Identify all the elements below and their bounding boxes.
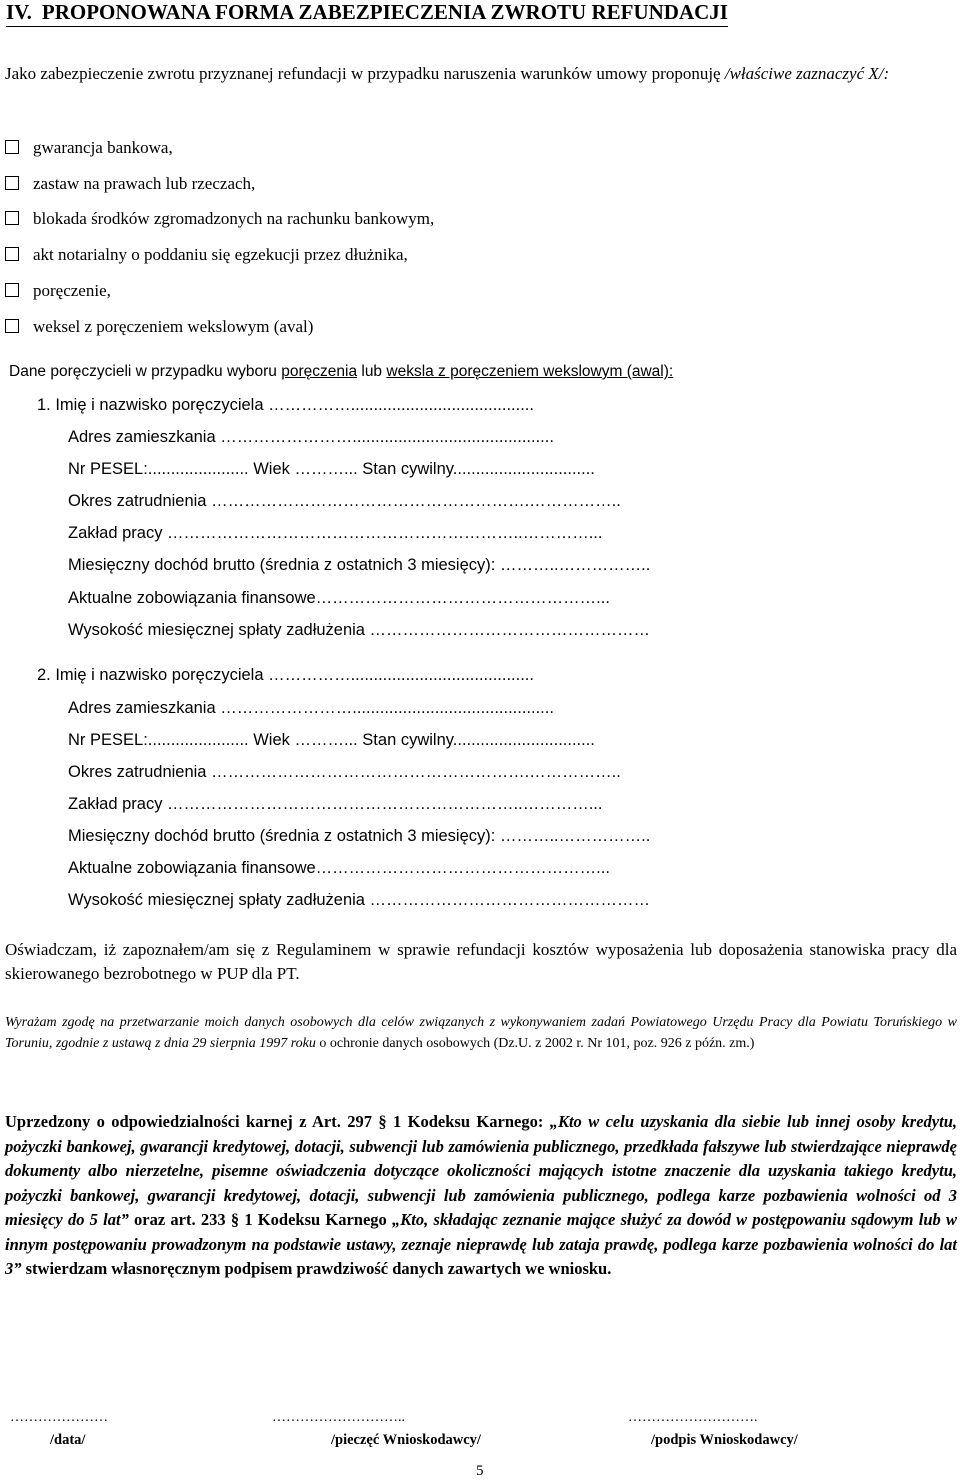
guarantor-2-pesel-age-status[interactable]: Nr PESEL:...................... Wiek ………... Stan cywilny............................... — [68, 731, 595, 749]
consent-part-1: Wyrażam zgodę na przetwarzanie moich danych osobowych dla celów związanych z wykonywaniem zadań Powiatowego Urzędu — [5, 1015, 759, 1030]
warning-quote-297: „Kto w celu uzyskania dla siebie lub innej osoby kredytu, pożyczki bankowej, gwarancji kredytowej, dotacji, subwencji lub zamówienia publicznego, przedkłada fałszywe lub stwierdzające nieprawdę dokumenty albo nierzetelne, pisemne oświadczenia dotyczące okoliczności mających istotne znaczenie dla uzyskania takiego kredytu, pożyczki bankowej, gwarancji kredytowej, dotacji, subwencji lub zamówienia publicznego, podlega karze pozbawienia wolności od 3 miesięcy do 5 lat” — [5, 1112, 958, 1229]
guarantor-1-pesel-age-status[interactable]: Nr PESEL:...................... Wiek ………... Stan cywilny............................... — [68, 460, 595, 478]
guarantor-2-employment[interactable]: Okres zatrudnienia ………………………………………………….…………….. — [68, 763, 621, 781]
guarantor-2-income[interactable]: Miesięczny dochód brutto (średnia z ostatnich 3 miesięcy): ………..…………….. — [68, 827, 651, 845]
page-number: 5 — [476, 1463, 484, 1479]
stamp-label: /pieczęć Wnioskodawcy/ — [331, 1432, 481, 1448]
option-label: blokada środków zgromadzonych na rachunku bankowym, — [33, 209, 435, 228]
guarantor-1-employment[interactable]: Okres zatrudnienia ………………………………………………….…………….. — [68, 492, 621, 510]
declaration-paragraph: Oświadczam, iż zapoznałem/am się z Regulaminem w sprawie refundacji kosztów wyposażenia lub doposażenia stanowiska pracy dla skierowanego bezrobotnego w PUP dla PT. — [5, 940, 957, 983]
guarantor-2-name[interactable]: 2. Imię i nazwisko poręczyciela ……………........................................ — [37, 666, 534, 684]
option-label: gwarancja bankowa, — [33, 138, 173, 157]
guarantor-2-address[interactable]: Adres zamieszkania ……………………............................................ — [68, 699, 554, 717]
option-notarial-deed[interactable] — [5, 244, 408, 266]
consent-part-3: o ochronie danych osobowych (Dz.U. z 2002 r. Nr 101, poz. 926 z późn. zm.) — [315, 1036, 755, 1051]
checkbox[interactable] — [5, 283, 19, 297]
guarantor-1-workplace[interactable]: Zakład pracy ………………………………………………………..…………... — [68, 524, 603, 542]
option-surety[interactable] — [5, 280, 111, 302]
guarantors-intro — [9, 363, 673, 381]
guarantor-1-name[interactable]: 1. Imię i nazwisko poręczyciela ……………........................................ — [37, 396, 534, 414]
guarantor-1-repayment[interactable]: Wysokość miesięcznej spłaty zadłużenia …………………………………………… — [68, 621, 651, 639]
guarantors-intro-mid: lub — [357, 363, 387, 380]
intro-hint: /właściwe zaznaczyć X/: — [724, 64, 890, 83]
warning-g: stwierdzam własnoręcznym podpisem prawdziwość danych zawartych we wniosku. — [21, 1259, 612, 1278]
checkbox[interactable] — [5, 211, 19, 225]
checkbox[interactable] — [5, 176, 19, 190]
section-title: PROPONOWANA FORMA ZABEZPIECZENIA ZWROTU REFUNDACJI — [41, 0, 728, 24]
warning-e: 1 Kodeksu Karnego — [239, 1210, 393, 1229]
intro-paragraph — [5, 58, 955, 90]
section-sign-icon: § — [378, 1112, 387, 1131]
heading-underline — [6, 26, 728, 27]
warning-quote-233: „Kto, składając zeznanie mające służyć za dowód w postępowaniu sądowym lub w innym postępowaniu prowadzonym na podstawie ustawy, zeznaje nieprawdę lub zataja prawdę, podlega karze pozbawienia wolności do lat 3” — [5, 1210, 957, 1278]
warning-d: oraz art. 233 — [128, 1210, 231, 1229]
warning-a: Uprzedzony o odpowiedzialności karnej z Art. 297 — [5, 1112, 379, 1131]
warning-b: 1 Kodeksu Karnego: — [386, 1112, 550, 1131]
guarantor-2-repayment[interactable]: Wysokość miesięcznej spłaty zadłużenia …………………………………………… — [68, 891, 651, 909]
guarantor-2-obligations[interactable]: Aktualne zobowiązania finansowe……………………………………………... — [68, 859, 610, 877]
guarantors-intro-prefix: Dane poręczycieli w przypadku wyboru — [9, 363, 282, 380]
option-label: akt notarialny o poddaniu się egzekucji przez dłużnika, — [33, 245, 408, 264]
guarantors-intro-underline-2: weksla z poręczeniem wekslowym (awal): — [386, 363, 674, 380]
consent-part-2: Pracy dla Powiatu Toruńskiego w Toruniu, zgodnie z ustawą z dnia 29 sierpnia 1997 roku — [5, 1015, 957, 1051]
option-label: zastaw na prawach lub rzeczach, — [33, 174, 256, 193]
section-heading — [6, 0, 728, 25]
guarantor-1-income[interactable]: Miesięczny dochód brutto (średnia z ostatnich 3 miesięcy): ………..…………….. — [68, 556, 651, 574]
section-sign-icon: § — [230, 1210, 240, 1229]
signature-label: /podpis Wnioskodawcy/ — [651, 1432, 798, 1448]
option-label: weksel z poręczeniem wekslowym (aval) — [33, 317, 314, 336]
checkbox[interactable] — [5, 319, 19, 333]
option-bank-guarantee[interactable] — [5, 137, 173, 159]
date-line[interactable]: ………………… — [10, 1410, 108, 1425]
guarantor-2-workplace[interactable]: Zakład pracy ………………………………………………………..…………... — [68, 795, 603, 813]
checkbox[interactable] — [5, 140, 19, 154]
checkbox[interactable] — [5, 247, 19, 261]
guarantor-1-address[interactable]: Adres zamieszkania ……………………............................................ — [68, 428, 554, 446]
guarantors-intro-underline-1: poręczenia — [281, 363, 358, 380]
option-pledge[interactable] — [5, 173, 255, 195]
section-number: IV. — [6, 0, 32, 24]
stamp-line[interactable]: ……………………….. — [272, 1410, 405, 1425]
date-label: /data/ — [50, 1432, 86, 1448]
option-promissory-note[interactable] — [5, 316, 313, 338]
guarantor-1-obligations[interactable]: Aktualne zobowiązania finansowe……………………………………………... — [68, 589, 610, 607]
option-label: poręczenie, — [33, 281, 111, 300]
legal-warning-paragraph — [5, 1110, 957, 1282]
intro-text: Jako zabezpieczenie zwrotu przyznanej refundacji w przypadku naruszenia warunków umowy proponuję — [5, 64, 725, 83]
consent-paragraph — [5, 1012, 957, 1054]
option-account-block[interactable] — [5, 208, 434, 230]
signature-line[interactable]: ………………………. — [628, 1410, 758, 1425]
